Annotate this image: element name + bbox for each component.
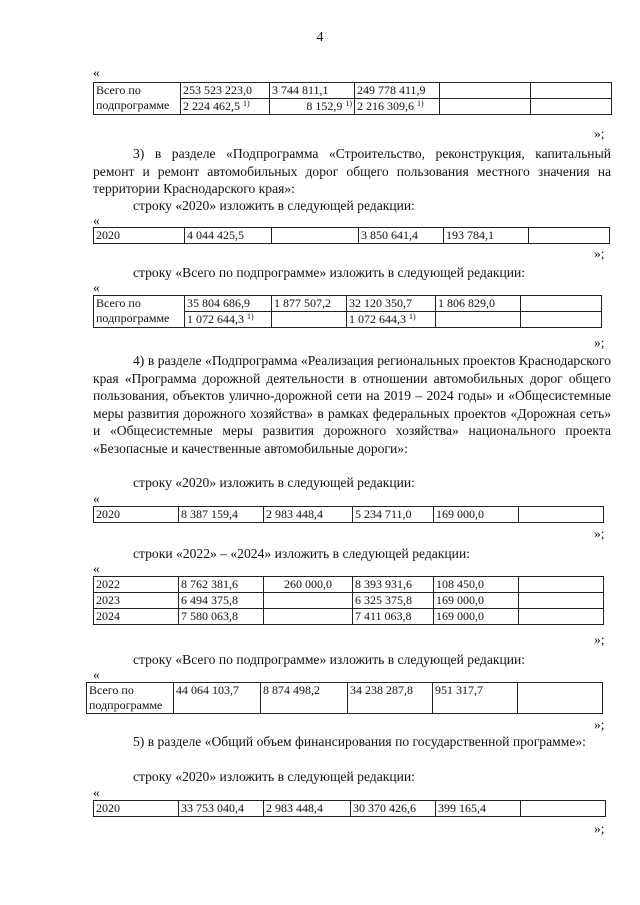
cell: 4 044 425,5 <box>185 228 272 244</box>
table-subprogram-total-1 <box>93 82 612 115</box>
cell: 8 387 159,4 <box>179 507 264 523</box>
cell <box>521 296 602 312</box>
table-2020-p3 <box>93 227 610 244</box>
open-quote: « <box>93 65 100 80</box>
cell: 169 000,0 <box>434 609 519 625</box>
open-quote: « <box>93 667 100 682</box>
cell: 2 224 462,5 $^{1)}$ <box>181 99 270 115</box>
cell: 169 000,0 <box>434 507 519 523</box>
year-cell: 2022 <box>94 577 179 593</box>
close-quote: »; <box>594 717 605 732</box>
page-number: 4 <box>316 30 324 45</box>
table-2022-2024 <box>93 576 604 625</box>
row-label: Всего по подпрограмме <box>94 83 181 115</box>
cell <box>519 609 604 625</box>
paragraph-3: 3) в разделе «Подпрограмма «Строительство, реконструкция, капитальный ремонт и ремонт автомобильных дорог общего пользования местного значения на территории Краснодарского края»: <box>93 146 611 196</box>
cell: 44 064 103,7 <box>174 683 261 714</box>
table-row <box>94 593 604 609</box>
year-cell: 2024 <box>94 609 179 625</box>
year-cell: 2023 <box>94 593 179 609</box>
cell: 2 983 448,4 <box>264 507 353 523</box>
cell <box>272 228 359 244</box>
cell: 6 494 375,8 <box>179 593 264 609</box>
cell: 951 317,7 <box>433 683 518 714</box>
cell <box>519 577 604 593</box>
cell <box>531 99 612 115</box>
cell <box>518 683 603 714</box>
instruction-line: строку «2020» изложить в следующей редакции: <box>133 475 415 490</box>
close-quote: »; <box>594 526 605 541</box>
cell: 8 393 931,6 <box>353 577 434 593</box>
cell <box>264 593 353 609</box>
cell <box>531 83 612 99</box>
row-label: Всего по подпрограмме <box>94 296 185 328</box>
cell: 7 580 063,8 <box>179 609 264 625</box>
year-cell: 2020 <box>94 801 179 817</box>
cell <box>440 99 531 115</box>
cell: 1 072 644,3 $^{1)}$ <box>347 312 436 328</box>
instruction-line: строку «Всего по подпрограмме» изложить в следующей редакции: <box>133 652 526 667</box>
instruction-line: строку «2020» изложить в следующей редакции: <box>133 769 415 784</box>
close-quote: »; <box>594 335 605 350</box>
cell: 7 411 063,8 <box>353 609 434 625</box>
cell <box>272 312 347 328</box>
cell: 253 523 223,0 <box>181 83 270 99</box>
open-quote: « <box>93 491 100 506</box>
table-2020-p4 <box>93 506 604 523</box>
cell <box>519 593 604 609</box>
table-row <box>94 577 604 593</box>
year-cell: 2020 <box>94 507 179 523</box>
open-quote: « <box>93 785 100 800</box>
cell: 3 744 811,1 <box>270 83 355 99</box>
cell: 8 152,9 $^{1)}$ <box>270 99 355 115</box>
cell <box>519 507 604 523</box>
cell: 108 450,0 <box>434 577 519 593</box>
open-quote: « <box>93 280 100 295</box>
cell: 1 806 829,0 <box>436 296 521 312</box>
cell <box>521 801 606 817</box>
cell <box>529 228 610 244</box>
cell: 34 238 287,8 <box>348 683 433 714</box>
cell: 399 165,4 <box>436 801 521 817</box>
paragraph-4: 4) в разделе «Подпрограмма «Реализация региональных проектов Краснодарского края «Программа дорожной деятельности в отношении автомобильных дорог общего пользования, объектов улично-дорожной сети на 2019 – 2024 годы» и «Общесистемные меры развития дорожного хозяйства» в рамках федеральных проектов «Дорожная сеть» и «Общесистемные меры развития дорожного хозяйства» национального проекта «Безопасные и качественные автомобильные дороги»: <box>93 353 611 456</box>
cell: 3 850 641,4 <box>359 228 444 244</box>
cell <box>264 609 353 625</box>
instruction-line: строки «2022» – «2024» изложить в следующей редакции: <box>133 546 470 561</box>
cell: 35 804 686,9 <box>185 296 272 312</box>
cell: 8 762 381,6 <box>179 577 264 593</box>
cell: 1 877 507,2 <box>272 296 347 312</box>
cell <box>436 312 521 328</box>
cell: 249 778 411,9 <box>355 83 440 99</box>
cell: 33 753 040,4 <box>179 801 264 817</box>
table-subprogram-total-4 <box>86 682 603 714</box>
cell: 30 370 426,6 <box>351 801 436 817</box>
cell: 2 216 309,6 $^{1)}$ <box>355 99 440 115</box>
row-label: Всего по подпрограмме <box>87 683 174 714</box>
table-row <box>94 609 604 625</box>
close-quote: »; <box>594 632 605 647</box>
cell: 169 000,0 <box>434 593 519 609</box>
cell: 6 325 375,8 <box>353 593 434 609</box>
table-2020-p5 <box>93 800 606 817</box>
close-quote: »; <box>594 126 605 141</box>
instruction-line: строку «Всего по подпрограмме» изложить в следующей редакции: <box>133 265 526 280</box>
paragraph-5: 5) в разделе «Общий объем финансирования по государственной программе»: <box>133 734 586 749</box>
open-quote: « <box>93 561 100 576</box>
table-subprogram-total-3 <box>93 295 602 328</box>
cell: 1 072 644,3 $^{1)}$ <box>185 312 272 328</box>
year-cell: 2020 <box>94 228 185 244</box>
instruction-line: строку «2020» изложить в следующей редакции: <box>133 198 415 213</box>
cell: 8 874 498,2 <box>261 683 348 714</box>
cell: 260 000,0 <box>264 577 353 593</box>
close-quote: »; <box>594 246 605 261</box>
cell <box>521 312 602 328</box>
cell: 193 784,1 <box>444 228 529 244</box>
open-quote: « <box>93 213 100 228</box>
cell: 2 983 448,4 <box>264 801 351 817</box>
cell <box>440 83 531 99</box>
cell: 5 234 711,0 <box>353 507 434 523</box>
cell: 32 120 350,7 <box>347 296 436 312</box>
close-quote: »; <box>594 821 605 836</box>
